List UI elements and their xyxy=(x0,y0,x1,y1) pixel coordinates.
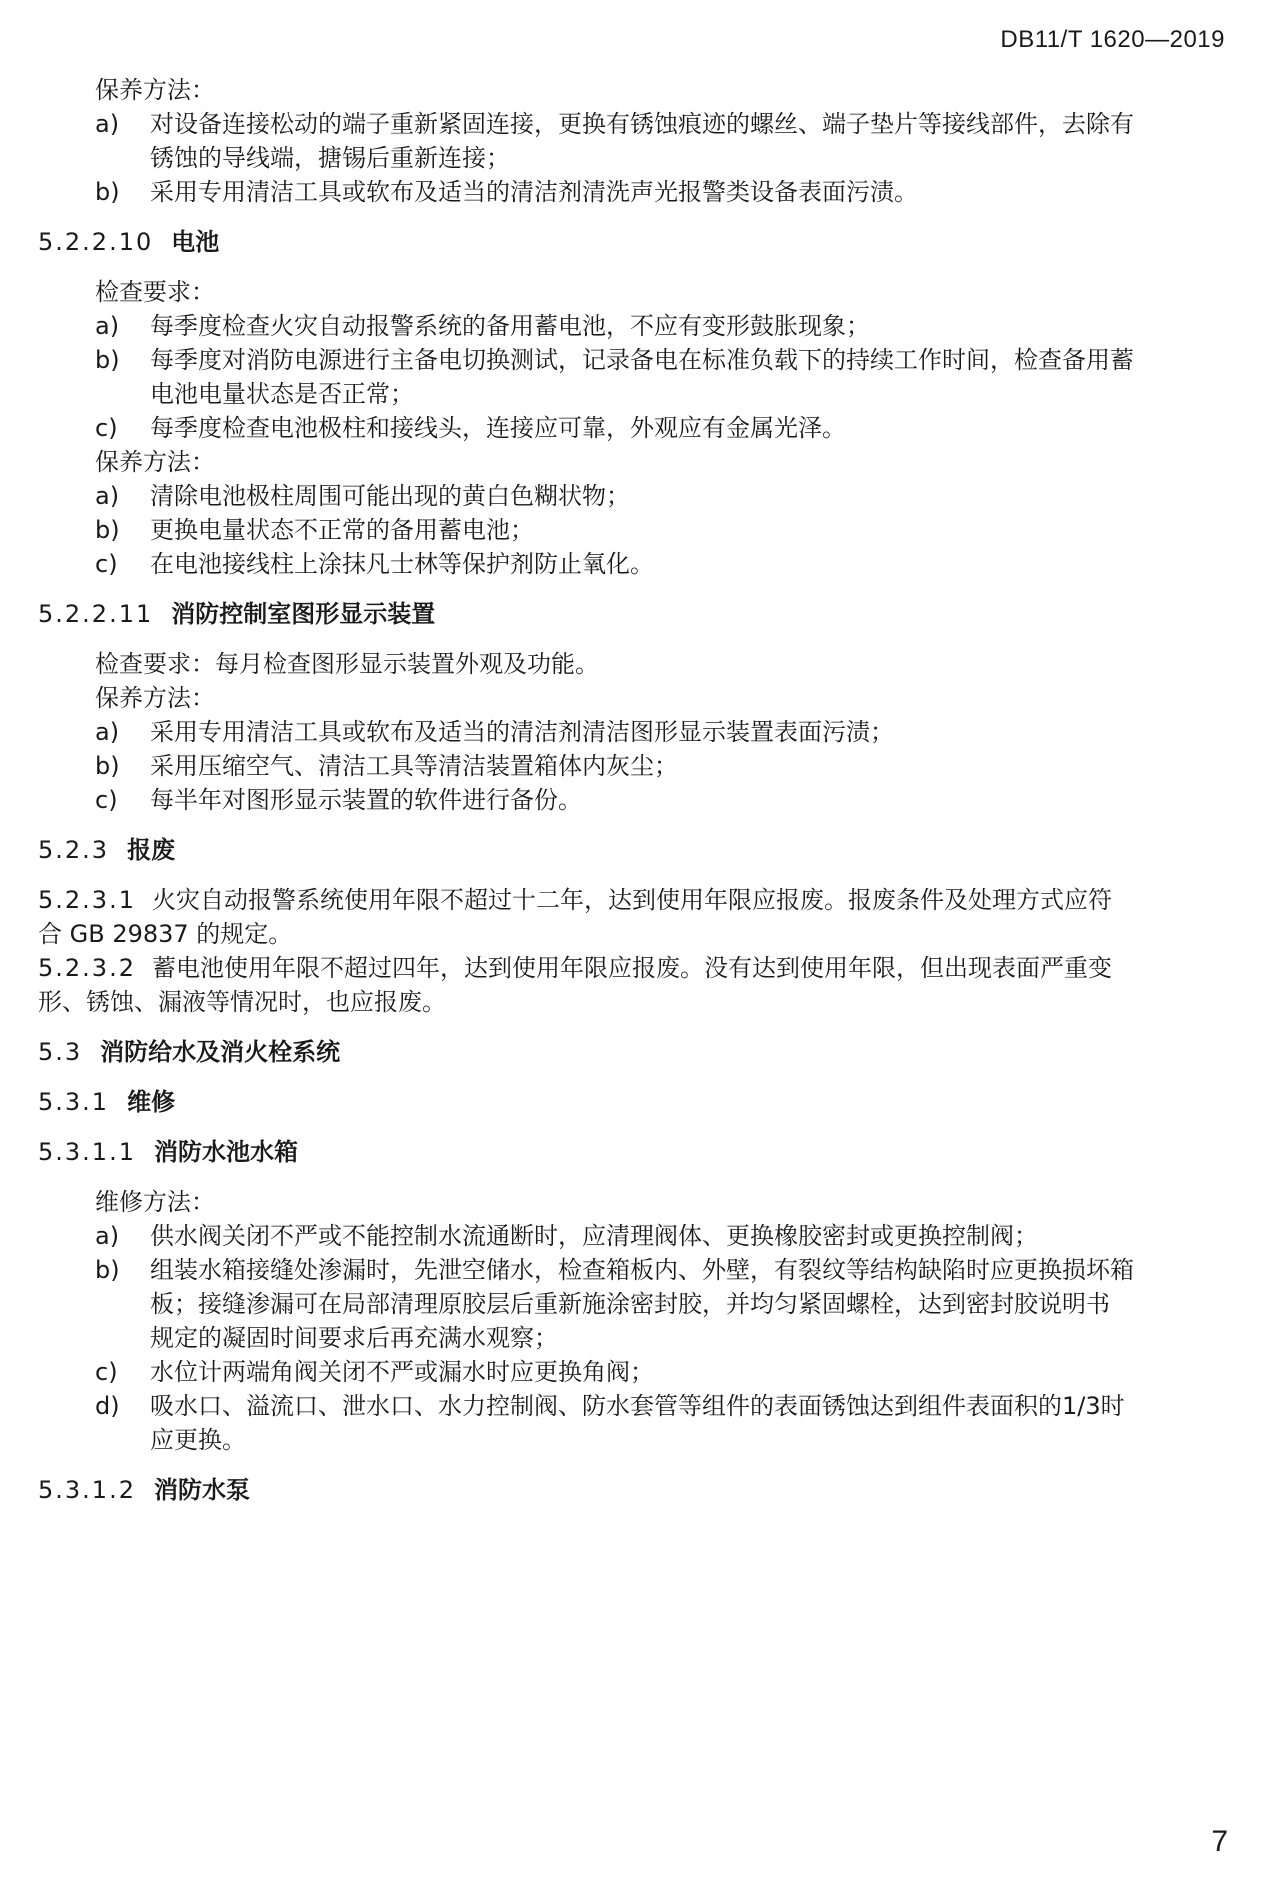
clause-number: 5.2.2.11 xyxy=(38,600,154,628)
list-marker: b) xyxy=(95,516,120,544)
list-item-text: 在电池接线柱上涂抹凡士林等保护剂防止氧化。 xyxy=(150,550,654,578)
list-item-text: 更换电量状态不正常的备用蓄电池； xyxy=(150,516,534,544)
inspection-requirement-label: 检查要求：每月检查图形显示装置外观及功能。 xyxy=(95,650,599,678)
clause-heading-graphic-display xyxy=(38,598,435,630)
paragraph-continuation: 形、锈蚀、漏液等情况时，也应报废。 xyxy=(38,988,446,1016)
list-marker: c) xyxy=(95,414,118,442)
list-item-text: 每半年对图形显示装置的软件进行备份。 xyxy=(150,786,582,814)
list-marker: d) xyxy=(95,1392,120,1420)
list-marker: a) xyxy=(95,110,120,138)
list-item-text: 采用专用清洁工具或软布及适当的清洁剂清洁图形显示装置表面污渍； xyxy=(150,718,894,746)
clause-title: 报废 xyxy=(127,836,176,864)
list-item-text: 对设备连接松动的端子重新紧固连接，更换有锈蚀痕迹的螺丝、端子垫片等接线部件，去除有 xyxy=(150,110,1134,138)
clause-heading-scrap xyxy=(38,834,175,866)
list-item-continuation: 应更换。 xyxy=(150,1426,246,1454)
clause-title: 维修 xyxy=(127,1088,176,1116)
list-marker: c) xyxy=(95,550,118,578)
clause-title: 消防水泵 xyxy=(153,1476,250,1504)
page-number: 7 xyxy=(1211,1825,1228,1858)
list-item-continuation: 板；接缝渗漏可在局部清理原胶层后重新施涂密封胶，并均匀紧固螺栓，达到密封胶说明书 xyxy=(150,1290,1110,1318)
clause-heading-battery xyxy=(38,226,219,258)
clause-number: 5.3 xyxy=(38,1038,83,1066)
maintenance-method-label: 保养方法： xyxy=(95,448,215,476)
list-item-text: 供水阀关闭不严或不能控制水流通断时，应清理阀体、更换橡胶密封或更换控制阀； xyxy=(150,1222,1038,1250)
clause-number: 5.3.1 xyxy=(38,1088,110,1116)
list-item-text: 采用专用清洁工具或软布及适当的清洁剂清洗声光报警类设备表面污渍。 xyxy=(150,178,918,206)
list-item-continuation: 规定的凝固时间要求后再充满水观察； xyxy=(150,1324,558,1352)
list-item-text: 清除电池极柱周围可能出现的黄白色糊状物； xyxy=(150,482,630,510)
clause-title: 电池 xyxy=(171,228,220,256)
clause-heading-water-supply xyxy=(38,1036,340,1068)
list-item-continuation: 电池电量状态是否正常； xyxy=(150,380,414,408)
paragraph xyxy=(38,952,1112,984)
clause-heading-fire-pump xyxy=(38,1474,250,1506)
repair-method-label: 维修方法： xyxy=(95,1188,215,1216)
list-marker: c) xyxy=(95,1358,118,1386)
list-item-text: 吸水口、溢流口、泄水口、水力控制阀、防水套管等组件的表面锈蚀达到组件表面积的1/3时 xyxy=(150,1392,1125,1420)
list-marker: a) xyxy=(95,312,120,340)
paragraph-number: 5.2.3.2 xyxy=(38,954,136,982)
clause-title: 消防给水及消火栓系统 xyxy=(100,1038,341,1066)
list-item-text: 每季度对消防电源进行主备电切换测试，记录备电在标准负载下的持续工作时间，检查备用蓄 xyxy=(150,346,1134,374)
list-marker: b) xyxy=(95,178,120,206)
paragraph-number: 5.2.3.1 xyxy=(38,886,136,914)
list-marker: a) xyxy=(95,1222,120,1250)
paragraph xyxy=(38,884,1112,916)
list-marker: b) xyxy=(95,346,120,374)
list-marker: b) xyxy=(95,1256,120,1284)
clause-number: 5.3.1.2 xyxy=(38,1476,136,1504)
paragraph-text: 火灾自动报警系统使用年限不超过十二年，达到使用年限应报废。报废条件及处理方式应符 xyxy=(151,886,1112,914)
clause-heading-water-tank xyxy=(38,1136,298,1168)
paragraph-continuation: 合 GB 29837 的规定。 xyxy=(38,920,293,948)
paragraph-text: 蓄电池使用年限不超过四年，达到使用年限应报废。没有达到使用年限，但出现表面严重变 xyxy=(151,954,1112,982)
list-item-text: 采用压缩空气、清洁工具等清洁装置箱体内灰尘； xyxy=(150,752,678,780)
list-item-continuation: 锈蚀的导线端，搪锡后重新连接； xyxy=(150,144,510,172)
clause-heading-repair xyxy=(38,1086,175,1118)
list-item-text: 每季度检查电池极柱和接线头，连接应可靠，外观应有金属光泽。 xyxy=(150,414,846,442)
document-id-header: DB11/T 1620—2019 xyxy=(1000,26,1225,53)
maintenance-method-label: 保养方法： xyxy=(95,76,215,104)
list-marker: b) xyxy=(95,752,120,780)
inspection-requirement-label: 检查要求： xyxy=(95,278,215,306)
list-item-text: 每季度检查火灾自动报警系统的备用蓄电池，不应有变形鼓胀现象； xyxy=(150,312,870,340)
list-item-text: 水位计两端角阀关闭不严或漏水时应更换角阀； xyxy=(150,1358,654,1386)
list-marker: a) xyxy=(95,482,120,510)
clause-number: 5.3.1.1 xyxy=(38,1138,136,1166)
clause-title: 消防控制室图形显示装置 xyxy=(171,600,436,628)
clause-title: 消防水池水箱 xyxy=(153,1138,298,1166)
list-marker: a) xyxy=(95,718,120,746)
clause-number: 5.2.3 xyxy=(38,836,110,864)
list-marker: c) xyxy=(95,786,118,814)
list-item-text: 组装水箱接缝处渗漏时，先泄空储水，检查箱板内、外壁，有裂纹等结构缺陷时应更换损坏箱 xyxy=(150,1256,1134,1284)
maintenance-method-label: 保养方法： xyxy=(95,684,215,712)
clause-number: 5.2.2.10 xyxy=(38,228,154,256)
